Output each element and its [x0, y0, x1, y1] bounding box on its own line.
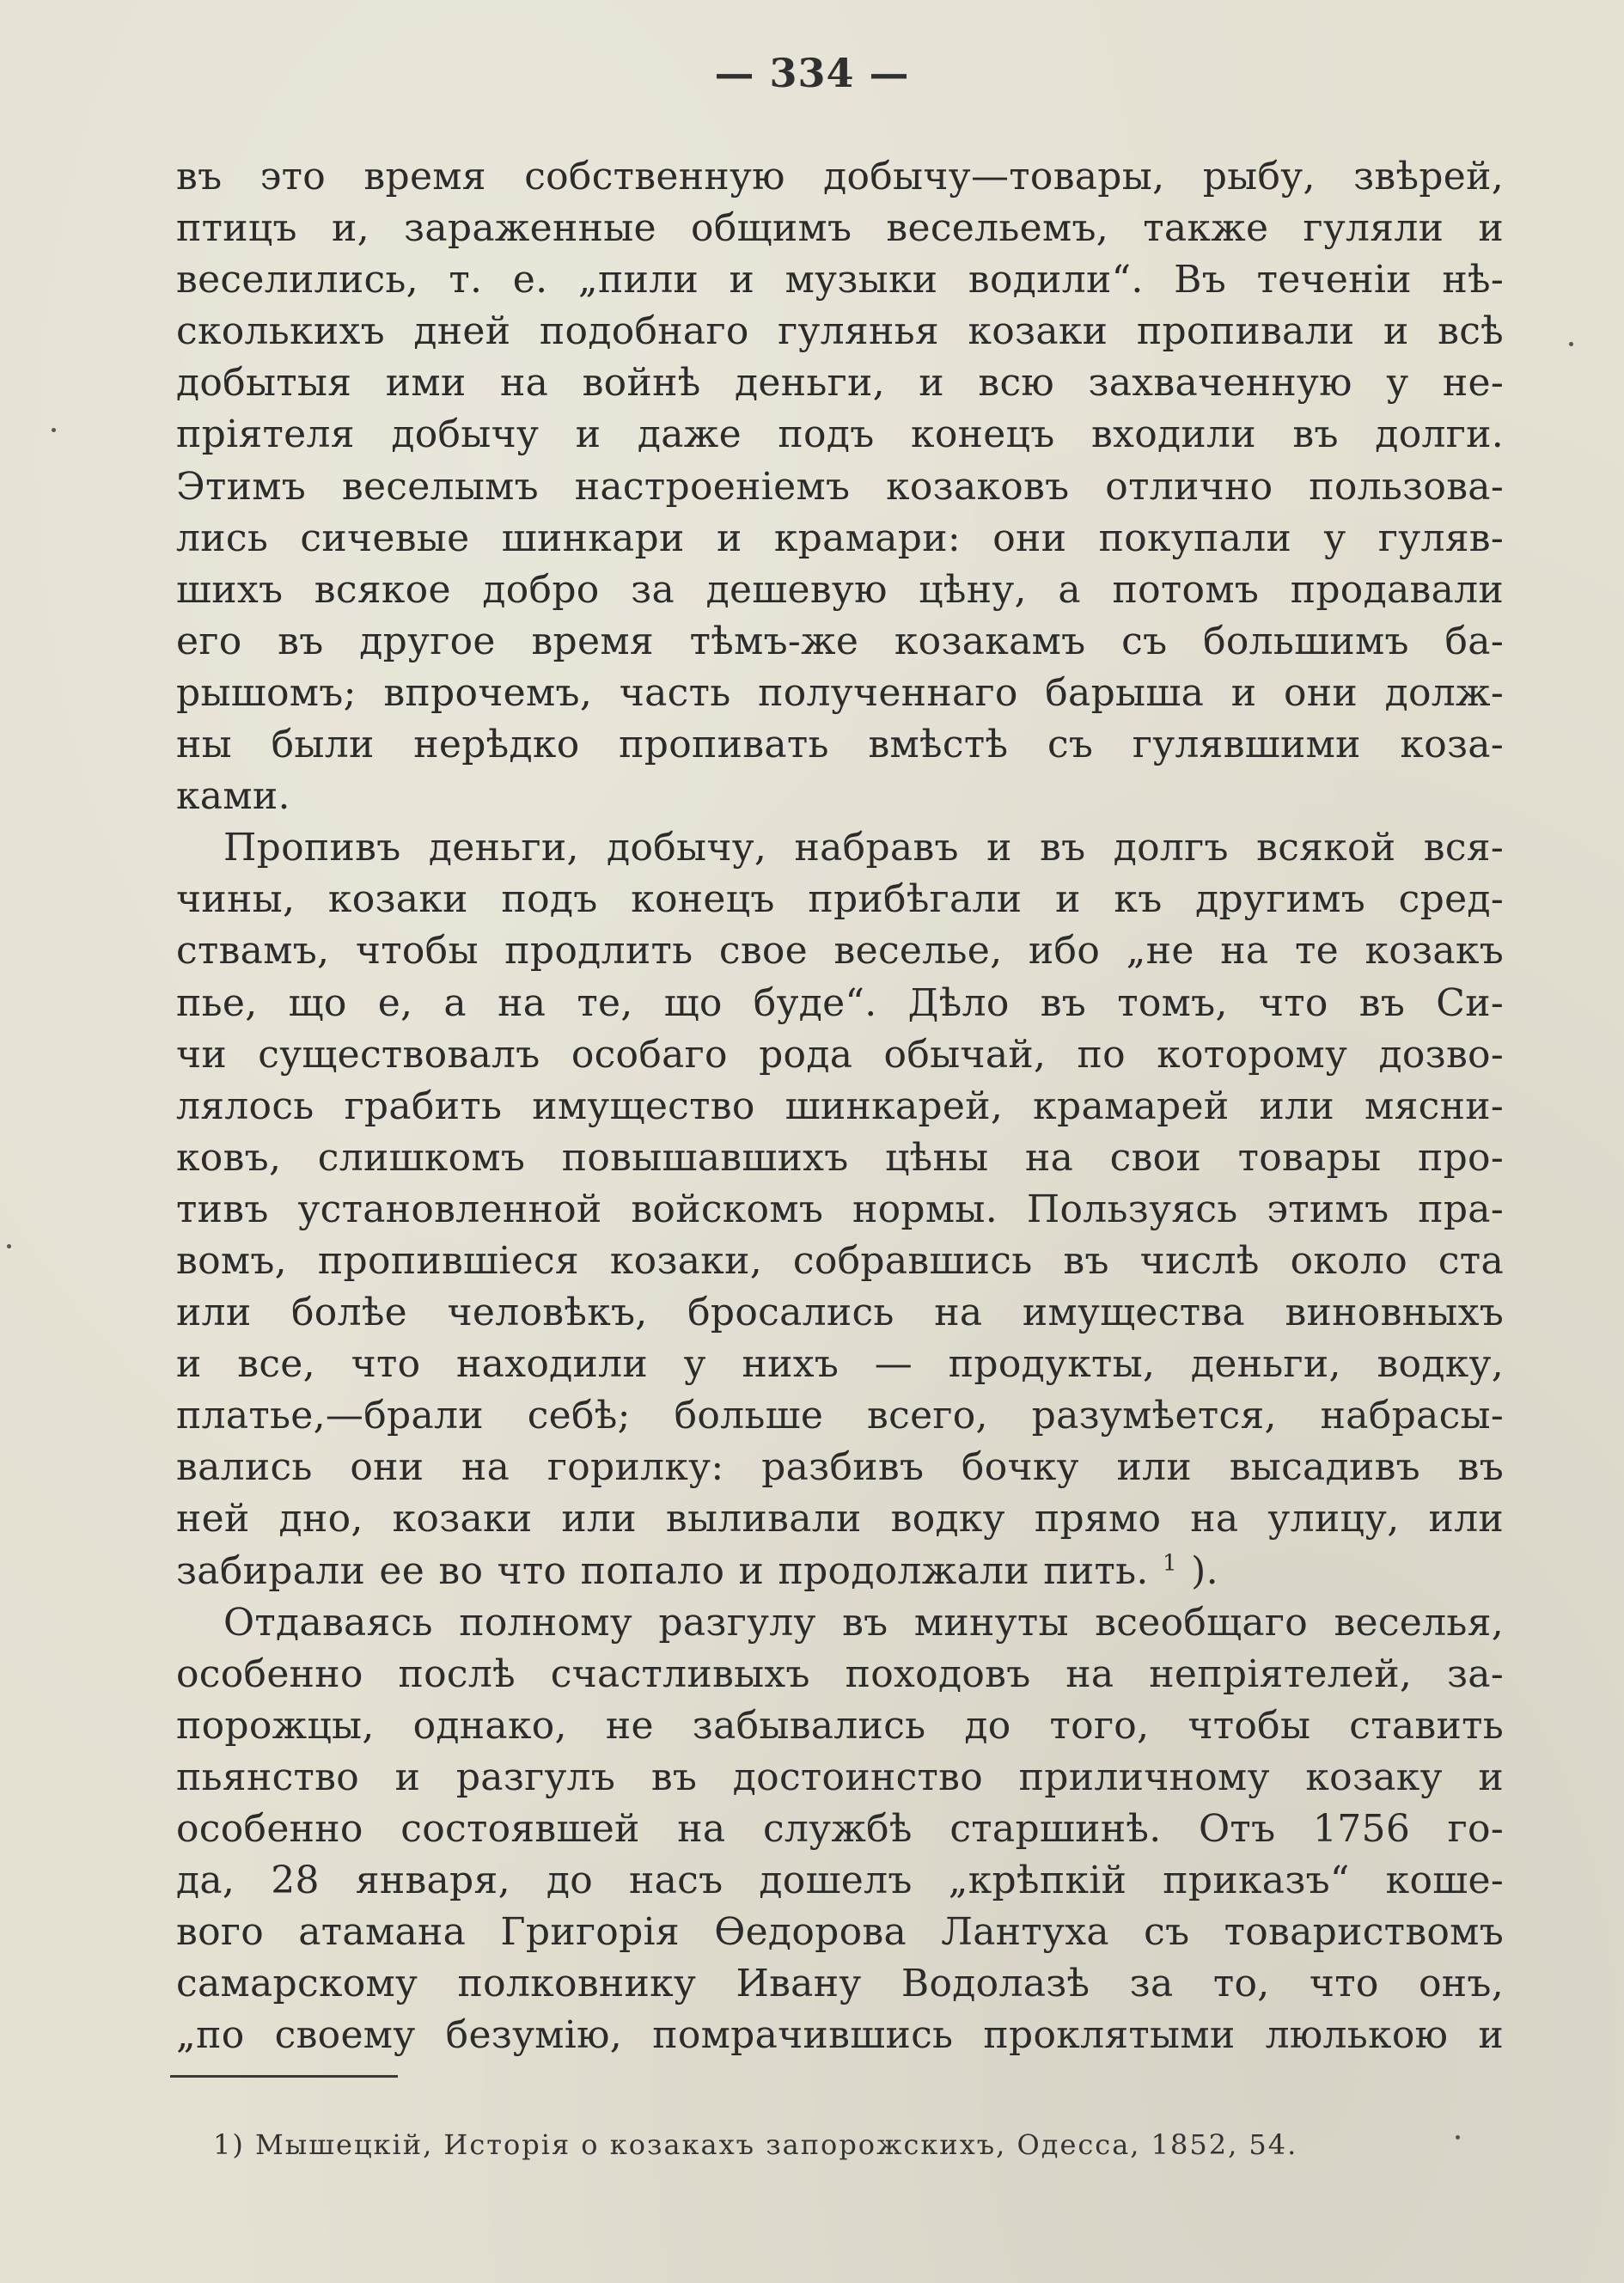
text-line: чины, козаки подъ конецъ прибѣгали и къ другимъ сред-	[176, 877, 1504, 922]
text-line: или болѣе человѣкъ, бросались на имущества виновныхъ	[176, 1291, 1504, 1335]
text-line: особенно послѣ счастливыхъ походовъ на непріятелей, за-	[176, 1651, 1504, 1696]
text-line: рышомъ; впрочемъ, часть полученнаго барыша и они долж-	[176, 670, 1504, 715]
text-line: вомъ, пропившіеся козаки, собравшись въ числѣ около ста	[176, 1238, 1504, 1283]
text-line: чи существовалъ особаго рода обычай, по которому дозво-	[176, 1032, 1504, 1077]
print-speck	[52, 428, 56, 432]
text-line: особенно состоявшей на службѣ старшинѣ. Отъ 1756 го-	[176, 1807, 1504, 1851]
text-line: ковъ, слишкомъ повышавшихъ цѣны на свои товары про-	[176, 1135, 1504, 1180]
print-speck	[7, 1244, 11, 1248]
footnote-reference: 1	[1162, 1549, 1177, 1576]
text-line: пье, що е, а на те, що буде“. Дѣло въ томъ, что въ Си-	[176, 980, 1504, 1025]
print-speck	[1569, 342, 1573, 346]
text-line: самарскому полковнику Ивану Водолазѣ за то, что онъ,	[176, 1962, 1504, 2006]
text-line: „по своему безумію, помрачившись проклятыми люлькою и	[176, 2013, 1504, 2058]
text-line: добытыя ими на войнѣ деньги, и всю захваченную у не-	[176, 361, 1504, 406]
text-line: лялось грабить имущество шинкарей, крамарей или мясни-	[176, 1084, 1504, 1128]
text-line: шихъ всякое добро за дешевую цѣну, а потомъ продавали	[176, 567, 1504, 612]
text-line: вого атамана Григорія Ѳедорова Лантуха съ товариствомъ	[176, 1910, 1504, 1955]
text-line: птицъ и, зараженные общимъ весельемъ, также гуляли и	[176, 206, 1504, 251]
text-line: Отдаваясь полному разгулу въ минуты всеобщаго веселья,	[223, 1600, 1504, 1645]
text-line: въ это время собственную добычу—товары, рыбу, звѣрей,	[176, 155, 1504, 198]
text-line: веселились, т. е. „пили и музыки водили“. Въ теченіи нѣ-	[176, 258, 1504, 302]
text-line: ны были нерѣдко пропивать вмѣстѣ съ гулявшими коза-	[176, 723, 1504, 767]
text-line: Этимъ веселымъ настроеніемъ козаковъ отлично пользова-	[176, 464, 1504, 509]
text-line: вались они на горилку: разбивъ бочку или высадивъ въ	[176, 1445, 1504, 1490]
text-line: пьянство и разгулъ въ достоинство приличному козаку и	[176, 1755, 1504, 1799]
text-line: ней дно, козаки или выливали водку прямо на улицу, или	[176, 1497, 1504, 1541]
text-line: сколькихъ дней подобнаго гулянья козаки пропивали и всѣ	[176, 309, 1504, 354]
text-line: ствамъ, чтобы продлить свое веселье, ибо „не на те козакъ	[176, 929, 1504, 974]
text-line: лись сичевые шинкари и крамари: они покупали у гуляв-	[176, 516, 1504, 560]
footnote: 1) Мышецкій, Исторія о козакахъ запорожскихъ, Одесса, 1852, 54.	[213, 2128, 1298, 2161]
print-speck	[1456, 2135, 1460, 2140]
text-line-with-footnote	[176, 1546, 1504, 1597]
text-line: ками.	[176, 774, 290, 819]
body-text	[176, 151, 1504, 2061]
text-line: забирали ее во что попало и продолжали пить.	[176, 1548, 1149, 1593]
text-line: порожцы, однако, не забывались до того, чтобы ставить	[176, 1703, 1504, 1748]
footnote-divider	[170, 2075, 398, 2078]
footnote-reference-close: ).	[1176, 1548, 1218, 1593]
text-line: пріятеля добычу и даже подъ конецъ входили въ долги.	[176, 412, 1504, 457]
page-number: — 334 —	[714, 50, 910, 96]
text-line: тивъ установленной войскомъ нормы. Пользуясь этимъ пра-	[176, 1187, 1504, 1231]
text-line: платье,—брали себѣ; больше всего, разумѣется, набрасы-	[176, 1394, 1504, 1438]
text-line: его въ другое время тѣмъ-же козакамъ съ большимъ ба-	[176, 619, 1504, 663]
text-line: и все, что находили у нихъ — продукты, деньги, водку,	[176, 1342, 1504, 1387]
text-line: Пропивъ деньги, добычу, набравъ и въ долгъ всякой вся-	[223, 826, 1504, 870]
text-line: да, 28 января, до насъ дошелъ „крѣпкій приказъ“ кошe-	[176, 1859, 1504, 1903]
